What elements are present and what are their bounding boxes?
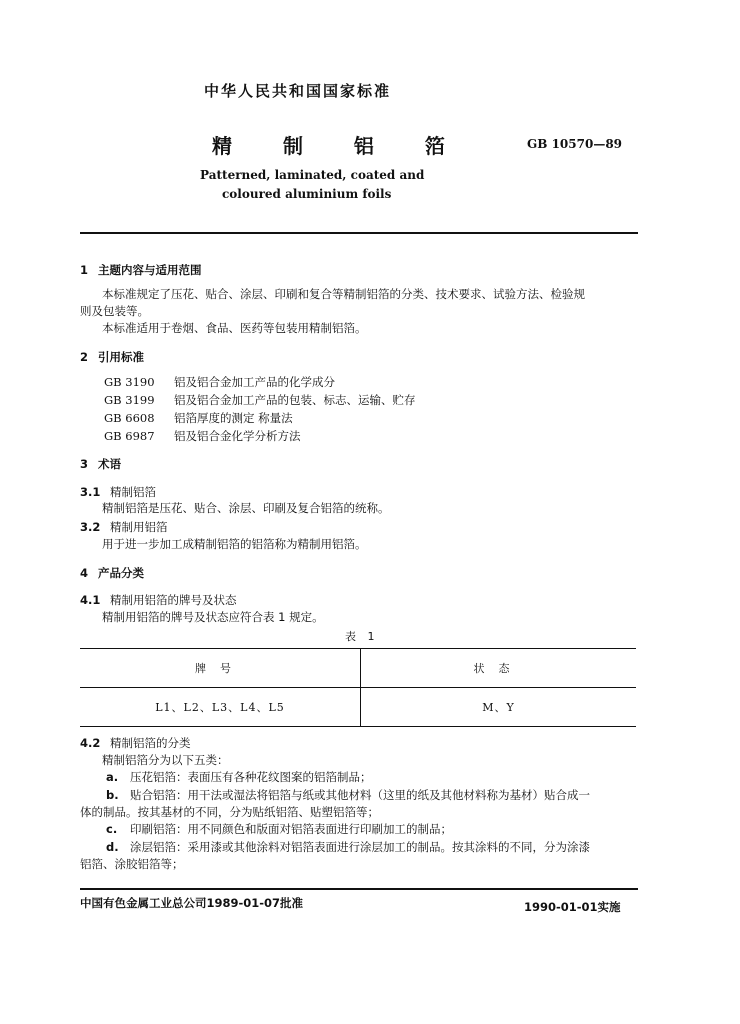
section-number: 2: [80, 350, 89, 364]
english-title-line2: coloured aluminium foils: [222, 187, 392, 201]
list-item-a: [106, 769, 372, 786]
list-item-d-line2: 铝箔、涂胶铝箔等；: [80, 857, 184, 871]
reference-item: [104, 410, 293, 427]
subsection-3-1-heading: [80, 484, 156, 500]
subsection-title: 精制铝箔的分类: [110, 736, 191, 750]
header-grade: 牌号: [80, 649, 361, 688]
implementation-date: 1990-01-01实施: [524, 900, 621, 914]
reference-item: [104, 428, 301, 445]
list-item-b: [106, 787, 590, 804]
approval-line: 中国有色金属工业总公司1989-01-07批准: [80, 896, 304, 910]
subsection-number: 3.2: [80, 520, 101, 534]
section-title: 主题内容与适用范围: [98, 263, 202, 277]
section-1-paragraph-2: 本标准适用于卷烟、食品、医药等包装用精制铝箔。: [102, 321, 367, 335]
section-title: 引用标准: [98, 350, 144, 364]
cell-grades: L1、L2、L3、L4、L5: [80, 688, 361, 727]
subsection-4-1-heading: [80, 592, 237, 608]
section-4-heading: [80, 565, 144, 581]
table-row: [80, 688, 636, 727]
subsection-4-2-heading: [80, 735, 191, 751]
grade-temper-table: [80, 648, 636, 727]
list-text: 印刷铝箔：用不同颜色和版面对铝箔表面进行印刷加工的制品；: [130, 822, 452, 836]
list-label: d.: [106, 840, 119, 854]
reference-text: 铝箔厚度的测定 称量法: [174, 411, 293, 425]
list-text: 涂层铝箔：采用漆或其他涂料对铝箔表面进行涂层加工的制品。按其涂料的不同，分为涂漆: [130, 840, 590, 854]
list-item-c: [106, 821, 452, 838]
section-number: 3: [80, 457, 89, 471]
subsection-3-2-heading: [80, 519, 168, 535]
reference-code: GB 3199: [104, 393, 155, 407]
list-label: b.: [106, 788, 119, 802]
subsection-4-2-intro: 精制铝箔分为以下五类：: [102, 753, 229, 767]
subsection-3-1-text: 精制铝箔是压花、贴合、涂层、印刷及复合铝箔的统称。: [102, 501, 390, 515]
header-divider: [80, 232, 638, 234]
section-number: 1: [80, 263, 89, 277]
list-item-b-line2: 体的制品。按其基材的不同，分为贴纸铝箔、贴塑铝箔等；: [80, 805, 379, 819]
subsection-title: 精制铝箔: [110, 485, 156, 499]
subsection-3-2-text: 用于进一步加工成精制铝箔的铝箔称为精制用铝箔。: [102, 537, 367, 551]
subsection-4-1-text: 精制用铝箔的牌号及状态应符合表 1 规定。: [102, 610, 324, 624]
list-text: 压花铝箔：表面压有各种花纹图案的铝箔制品；: [130, 770, 372, 784]
national-standard-label: 中华人民共和国国家标准: [204, 82, 392, 100]
section-3-heading: [80, 456, 121, 472]
reference-text: 铝及铝合金化学分析方法: [174, 429, 301, 443]
list-label: a.: [106, 770, 119, 784]
section-1-paragraph-1-line1: 本标准规定了压花、贴合、涂层、印刷和复合等精制铝箔的分类、技术要求、试验方法、检验规: [102, 287, 585, 301]
reference-text: 铝及铝合金加工产品的化学成分: [174, 375, 335, 389]
section-1-heading: [80, 262, 202, 278]
reference-code: GB 3190: [104, 375, 155, 389]
list-item-d: [106, 839, 590, 856]
section-2-heading: [80, 349, 144, 365]
document-title: 精 制 铝 箔: [212, 134, 463, 158]
section-title: 产品分类: [98, 566, 144, 580]
section-number: 4: [80, 566, 89, 580]
section-1-paragraph-1-line2: 则及包装等。: [80, 304, 149, 318]
reference-item: [104, 374, 335, 391]
table-caption: 表 1: [345, 630, 379, 643]
header-temper: 状态: [361, 649, 637, 688]
table-header-row: [80, 649, 636, 688]
list-text: 贴合铝箔：用干法或湿法将铝箔与纸或其他材料（这里的纸及其他材料称为基材）贴合成一: [130, 788, 590, 802]
cell-tempers: M、Y: [361, 688, 637, 727]
subsection-title: 精制用铝箔的牌号及状态: [110, 593, 237, 607]
list-label: c.: [106, 822, 118, 836]
subsection-title: 精制用铝箔: [110, 520, 168, 534]
reference-item: [104, 392, 416, 409]
subsection-number: 3.1: [80, 485, 101, 499]
subsection-number: 4.1: [80, 593, 101, 607]
section-title: 术语: [98, 457, 121, 471]
reference-code: GB 6608: [104, 411, 155, 425]
footer-divider: [80, 888, 638, 890]
standard-code: GB 10570—89: [527, 137, 623, 151]
reference-code: GB 6987: [104, 429, 155, 443]
english-title-line1: Patterned, laminated, coated and: [200, 168, 425, 182]
subsection-number: 4.2: [80, 736, 101, 750]
reference-text: 铝及铝合金加工产品的包装、标志、运输、贮存: [174, 393, 416, 407]
